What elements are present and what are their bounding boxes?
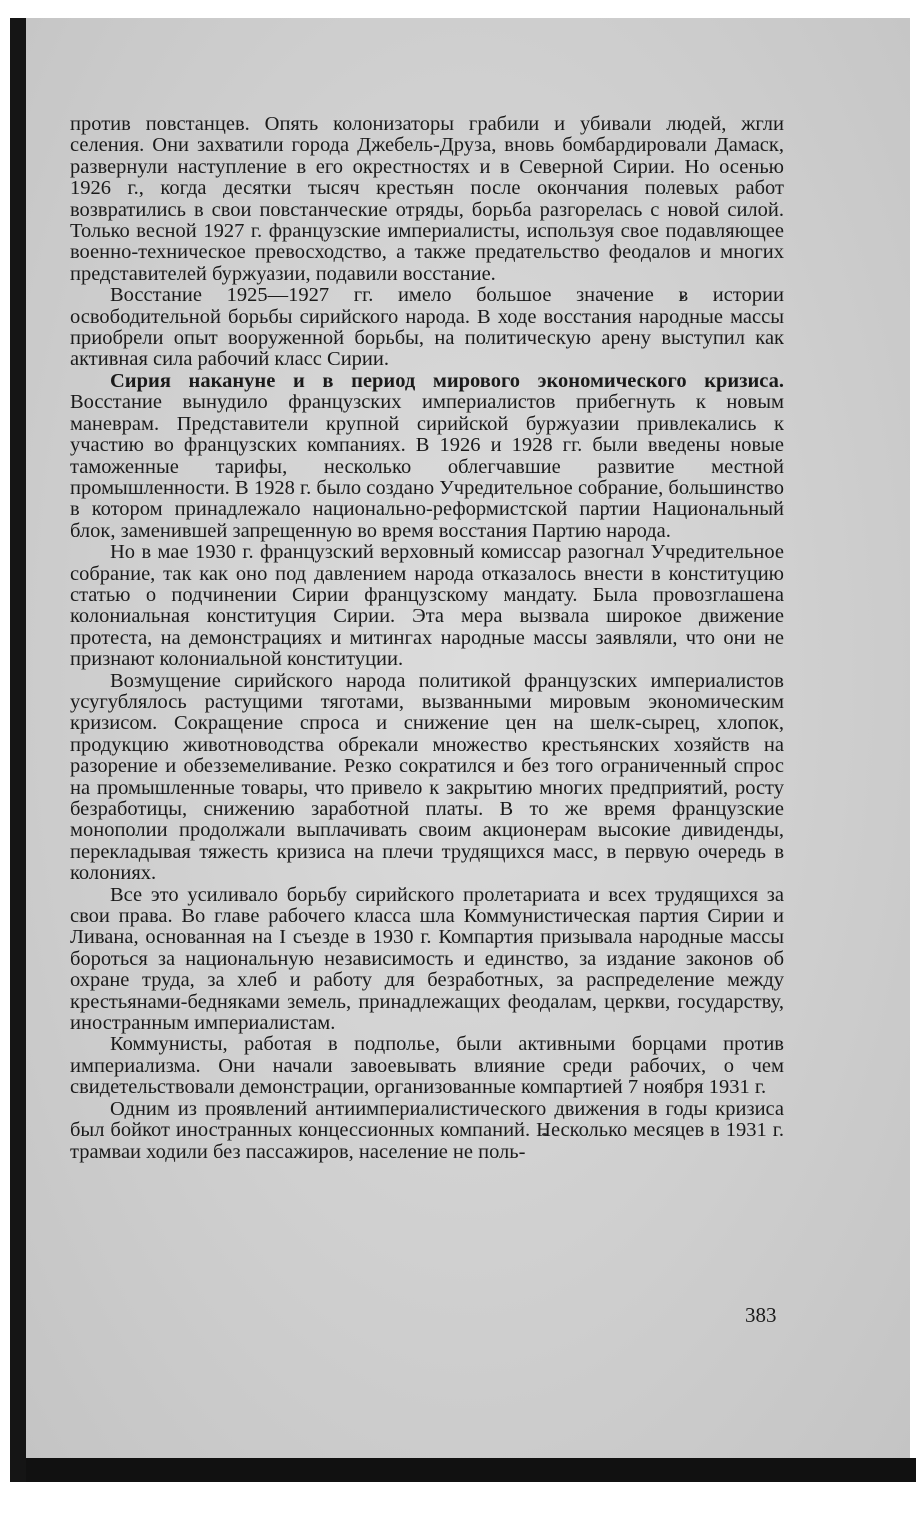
run-in-heading: Сирия накануне и в период мирового экономического кризиса. (110, 369, 784, 392)
paragraph-text: против повстанцев. Опять колонизаторы грабили и убивали людей, жгли селения. Они захватили города Джебель-Друза, вновь бомбардировали Дамаск, развернули наступление в его окрестностях и в Северной Сирии. Но осенью 1926 г., когда десятки тысяч крестьян после окончания полевых работ возвратились в свои повстанческие отряды, борьба разгорелась с новой силой. Только весной 1927 г. французские империалисты, используя свое подавляющее военно-техническое превосходство, а также предательство феодалов и многих представителей буржуазии, подавили восстание. (70, 113, 784, 285)
paragraph-text: Одним из проявлений антиимпериалистического движения в годы кризиса был бойкот иностранных концессионных компаний. Несколько месяцев в 1931 г. трамваи ходили без пассажиров, население не поль- (70, 1097, 784, 1163)
paragraph-text: Но в мае 1930 г. французский верховный комиссар разогнал Учредительное собрание, так как оно под давлением народа отказалось внести в конституцию статью о подчинении Сирии французскому мандату. Была провозглашена колониальная конституция Сирии. Эта мера вызвала широкое движение протеста, на демонстрациях и митингах народные массы заявляли, что они не признают колониальной конституции. (70, 541, 784, 671)
paragraph-text: Возмущение сирийского народа политикой французских империалистов усугублялось растущими тяготами, вызванными мировым экономическим кризисом. Сокращение спроса и снижение цен на шелк-сырец, хлопок, продукцию животноводства обрекали множество крестьянских хозяйств на разорение и обезземеливание. Резко сократился и без того ограниченный спрос на промышленные товары, что привело к закрытию многих предприятий, росту безработицы, снижению заработной платы. В то же время французские монополии продолжали выплачивать своим акционерам высокие дивиденды, перекладывая тяжесть кризиса на плечи трудящихся масс, в первую очередь в колониях. (70, 669, 784, 885)
paragraph-6 (70, 885, 784, 1035)
paragraph-8 (70, 1099, 784, 1163)
paragraph-7 (70, 1034, 784, 1098)
main-text (70, 114, 784, 1163)
paragraph-text: Коммунисты, работая в подполье, были активными борцами против империализма. Они начали завоевывать влияние среди рабочих, о чем свидетельствовали демонстрации, организованные компартией 7 ноября 1931 г. (70, 1033, 784, 1099)
scan-left-edge (10, 18, 26, 1482)
paragraph-3 (70, 371, 784, 542)
paragraph-text: Восстание 1925—1927 гг. имело большое значение в истории освободительной борьбы сирийского народа. В ходе восстания народные массы приобрели опыт вооруженной борьбы, на политическую арену выступил как активная сила рабочий класс Сирии. (70, 284, 784, 371)
page-number: 383 (745, 1303, 777, 1327)
paragraph-1 (70, 114, 784, 285)
paragraph-text: Восстание вынудило французских империалистов прибегнуть к новым маневрам. Представители крупной сирийской буржуазии привлекались к участию во французских компаниях. В 1926 и 1928 гг. были введены новые таможенные тарифы, несколько облегчавшие развитие местной промышленности. В 1928 г. было создано Учредительное собрание, большинство в котором принадлежало национально-реформистской партии Национальный блок, заменившей запрещенную во время восстания Партию народа. (70, 391, 784, 542)
paragraph-4 (70, 542, 784, 670)
paragraph-2 (70, 285, 784, 371)
scan-bottom-edge (26, 1458, 916, 1482)
paragraph-5 (70, 671, 784, 885)
paragraph-text: Все это усиливало борьбу сирийского пролетариата и всех трудящихся за свои права. Во главе рабочего класса шла Коммунистическая партия Сирии и Ливана, основанная на I съезде в 1930 г. Компартия призывала народные массы бороться за национальную независимость и единство, за издание законов об охране труда, за хлеб и работу для безработных, за распределение между крестьянами-бедняками земель, принадлежащих феодалам, церкви, государству, иностранным империалистам. (70, 883, 784, 1035)
